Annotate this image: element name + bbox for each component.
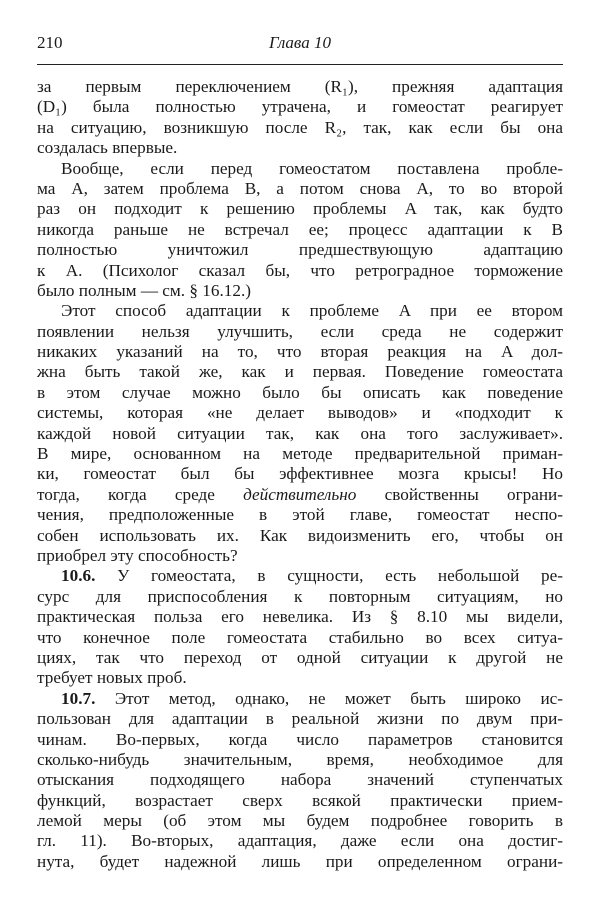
line-text: чинам. Во-первых, когда число параметров становится	[37, 729, 563, 749]
section-number: 10.6.	[61, 566, 96, 586]
text-line	[37, 97, 563, 117]
line-text: функций, возрастает сверх всякой практически прием-	[37, 790, 563, 810]
line-text: системы, которая «не делает выводов» и «подходит к	[37, 403, 563, 423]
page-number: 210	[37, 33, 63, 52]
line-text: В мире, основанном на методе предварительной приман-	[37, 444, 563, 464]
line-text: пользован для адаптации в реальной жизни по двум при-	[37, 709, 563, 729]
line-text: лемой меры (об этом мы будем подробнее говорить в	[37, 811, 563, 831]
text-line	[37, 362, 563, 382]
line-text: ки, гомеостат был бы эффективнее мозга крысы! Но	[37, 464, 563, 484]
line-text: полностью уничтожил предшествующую адаптацию	[37, 240, 563, 260]
text-line	[37, 485, 563, 505]
line-text: собен использовать их. Как видоизменить его, чтобы он	[37, 525, 563, 545]
paragraph	[37, 689, 563, 873]
line-text: раз он подходит к решению проблемы A так, как будто	[37, 199, 563, 219]
section-number: 10.7.	[61, 688, 96, 708]
text-line	[37, 689, 563, 709]
text-line	[37, 77, 563, 97]
text-line	[37, 159, 563, 179]
line-text: практическая польза его невелика. Из § 8.10 мы видели,	[37, 607, 563, 627]
line-text: Этот метод, однако, не может быть широко ис-	[95, 688, 563, 708]
line-text: У гомеостата, в сущности, есть небольшой ре-	[95, 566, 563, 586]
running-header	[37, 33, 563, 55]
line-text: создалась впервые.	[37, 138, 178, 158]
text-line	[37, 138, 563, 158]
text-line	[37, 240, 563, 260]
paragraph	[37, 566, 563, 688]
text-line	[37, 464, 563, 484]
text-line	[37, 566, 563, 586]
text-line	[37, 118, 563, 138]
body-text	[37, 77, 563, 872]
text-line	[37, 383, 563, 403]
line-text: требует новых проб.	[37, 668, 187, 688]
text-line	[37, 831, 563, 851]
text-line	[37, 852, 563, 872]
paragraph	[37, 77, 563, 159]
line-text: что конечное поле гомеостата стабильно во всех ситуа-	[37, 627, 563, 647]
text-line	[37, 281, 563, 301]
line-text: чения, предположенные в этой главе, гомеостат неспо-	[37, 505, 563, 525]
line-text: сколько-нибудь значительным, время, необходимое для	[37, 749, 563, 769]
text-line	[37, 791, 563, 811]
line-text: жна быть такой же, как и первая. Поведение гомеостата	[37, 362, 563, 382]
line-text: было полным — см. § 16.12.)	[37, 280, 251, 300]
text-line	[37, 607, 563, 627]
line-text: Вообще, если перед гомеостатом поставлена пробле-	[61, 158, 563, 178]
text-line	[37, 505, 563, 525]
line-text: на ситуацию, возникшую после R₂, так, как если бы она	[37, 117, 563, 137]
text-line	[37, 424, 563, 444]
text-line	[37, 709, 563, 729]
line-text: свойственны ограни-	[356, 484, 563, 504]
text-line	[37, 730, 563, 750]
line-text: ма A, затем проблема B, а потом снова A, то во второй	[37, 178, 563, 198]
header-rule	[37, 64, 563, 65]
line-text: циях, так что переход от одной ситуации к другой не	[37, 647, 563, 667]
line-text: (D₁) была полностью утрачена, и гомеостат реагирует	[37, 97, 563, 117]
paragraph	[37, 301, 563, 566]
text-line	[37, 526, 563, 546]
running-title: Глава 10	[269, 33, 331, 52]
line-text: за первым переключением (R₁), прежняя адаптация	[37, 77, 563, 96]
text-line	[37, 444, 563, 464]
text-line	[37, 179, 563, 199]
line-text: нута, будет надежной лишь при определенном ограни-	[37, 851, 563, 871]
text-line	[37, 301, 563, 321]
text-line	[37, 750, 563, 770]
text-line	[37, 587, 563, 607]
text-line	[37, 648, 563, 668]
text-line	[37, 322, 563, 342]
text-line	[37, 628, 563, 648]
line-text: Этот способ адаптации к проблеме A при ее втором	[61, 301, 563, 321]
emphasis-text: действительно	[243, 484, 357, 504]
line-text: гл. 11). Во-вторых, адаптация, даже если она достиг-	[37, 831, 563, 851]
paragraph	[37, 159, 563, 302]
line-text: каждой новой ситуации так, как она того заслуживает».	[37, 423, 563, 443]
text-line	[37, 403, 563, 423]
text-line	[37, 668, 563, 688]
line-text: никаких указаний на то, что вторая реакция на A дол-	[37, 342, 563, 362]
line-text: в этом случае можно было бы описать как поведение	[37, 382, 563, 402]
line-text: тогда, когда среде	[37, 484, 244, 504]
text-line	[37, 220, 563, 240]
text-line	[37, 811, 563, 831]
line-text: приобрел эту способность?	[37, 545, 238, 565]
line-text: отыскания подходящего набора значений ступенчатых	[37, 770, 563, 790]
line-text: сурс для приспособления к повторным ситуациям, но	[37, 586, 563, 606]
line-text: к A. (Психолог сказал бы, что ретроградное торможение	[37, 260, 563, 280]
text-line	[37, 261, 563, 281]
line-text: появлении нельзя улучшить, если среда не содержит	[37, 321, 563, 341]
text-line	[37, 546, 563, 566]
text-line	[37, 199, 563, 219]
text-line	[37, 342, 563, 362]
text-line	[37, 770, 563, 790]
line-text: никогда раньше не встречал ее; процесс адаптации к B	[37, 219, 563, 239]
